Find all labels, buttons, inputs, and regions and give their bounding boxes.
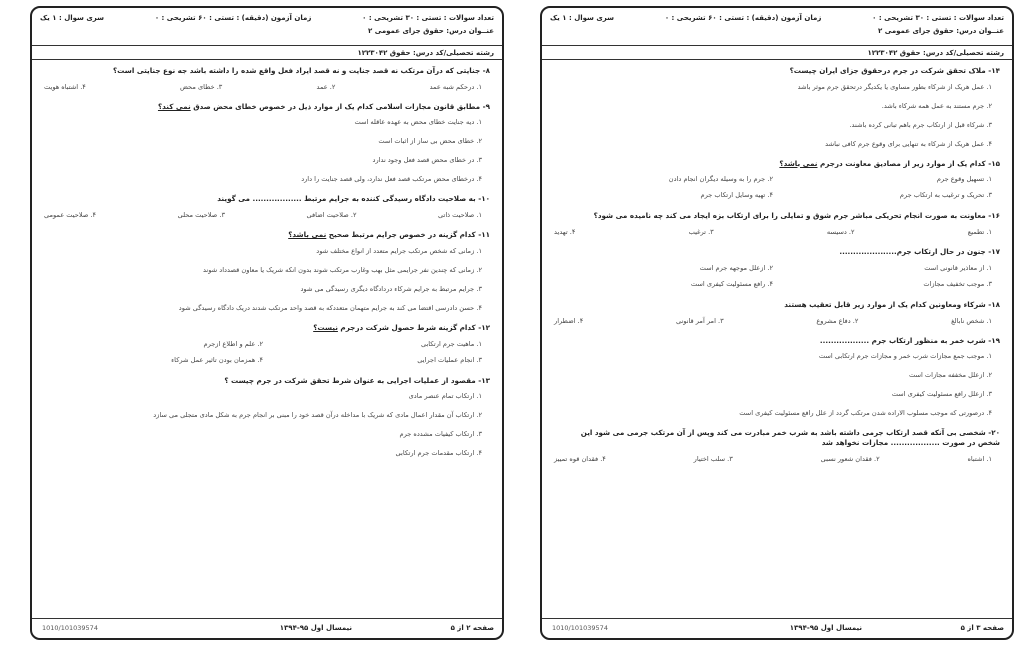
options-16: [554, 228, 1000, 236]
option[interactable]: ۳. موجب تخفیف مجازات: [923, 279, 992, 288]
option[interactable]: ۴. درخطای محض مرتکب قصد فعل ندارد، ولی قصد جنایت را دارد: [301, 175, 482, 184]
option[interactable]: ۴. درصورتی که موجب مسلوب الاراده شدن مرتکب گردد از علل رافع مسئولیت کیفری است: [739, 409, 992, 418]
question-text: ۲۰- شخصی بی آنکه قصد ارتکاب جرمی داشته باشد به شرب خمر مبادرت می کند وپس از آن مرتکب جرمی می شود این: [580, 428, 1000, 438]
options-17a: [554, 264, 1000, 272]
option[interactable]: ۲. دسیسه: [826, 228, 855, 237]
option[interactable]: ۱. زمانی که شخص مرتکب جرایم متعدد از انواع مختلف شود: [316, 246, 482, 255]
option[interactable]: ۱. تسهیل وقوع جرم: [936, 175, 992, 184]
question-count: تعداد سوالات : تستی : ۳۰ تشریحی : ۰: [872, 14, 1004, 22]
exam-time: زمان آزمون (دقیقه) : تستی : ۶۰ تشریحی : ۰: [664, 14, 822, 22]
question-16: ۱۶- معاونت به صورت انجام تحریکی مباشر جرم شوق و تمایلی را برای ارتکاب بزه ایجاد می کند چه نامیده می شود؟: [593, 211, 1000, 221]
option[interactable]: ۳. ترغیب: [688, 228, 714, 237]
question-emphasis: نیست؟: [313, 322, 338, 332]
option[interactable]: ۴. اضطرار: [554, 316, 584, 325]
questions-list: [554, 66, 1000, 612]
question-text: ۱۲- کدام گزینه شرط حصول شرکت درجرم: [337, 322, 490, 332]
option[interactable]: ۲. صلاحیت اضافی: [306, 211, 357, 220]
exam-code: 1010/101039574: [552, 624, 608, 632]
option[interactable]: ۲. جرم را به وسیله دیگران انجام دادن: [668, 175, 773, 184]
question-10: ۱۰- به صلاحیت دادگاه رسیدگی کننده به جرایم مرتبط .................. می گویند: [217, 194, 490, 204]
option[interactable]: ۱. اشتباه: [967, 454, 992, 463]
option[interactable]: ۲. عمد: [316, 82, 336, 91]
question-count: تعداد سوالات : تستی : ۳۰ تشریحی : ۰: [362, 14, 494, 22]
option[interactable]: ۳. شرکاء قبل از ارتکاب جرم باهم تبانی کرده باشند.: [849, 120, 992, 129]
option[interactable]: ۴. تهدید: [554, 228, 576, 237]
option[interactable]: ۳. صلاحیت محلی: [177, 211, 225, 220]
option[interactable]: ۲. ارتکاب آن مقدار اعمال مادی که شریک با مداخله درآن قصد خود را مبنی بر انجام جرم به شکل مادی متجلی می سازد: [153, 411, 482, 420]
course-field: رشته تحصیلی/کد درس: حقوق ۱۲۲۳۰۴۲: [32, 46, 502, 60]
question-8: ۸- جنایتی که درآن مرتکب نه قصد جنایت و نه قصد ایراد فعل واقع شده را داشته باشد جه نوع جنایتی است؟: [113, 66, 490, 75]
course-title: عنــوان درس: حقوق جزای عمومی ۲: [368, 27, 494, 35]
option[interactable]: ۲. خطای محض بی ساز از اثبات است: [378, 137, 482, 146]
option[interactable]: ۴. اشتباه هویت: [44, 82, 86, 91]
exam-page-2: [30, 6, 504, 640]
option[interactable]: ۱. صلاحیت ذاتی: [437, 211, 482, 220]
option[interactable]: ۳. ازعلل رافع مسئولیت کیفری است: [891, 390, 992, 399]
option[interactable]: ۲. فقدان شعور نسبی: [820, 454, 880, 463]
option[interactable]: ۱. عمل هریک از شرکاء بطور مساوی یا یکدیگر درتحقق جرم موثر باشد: [797, 82, 992, 91]
options-17b: [554, 280, 1000, 288]
questions-list: [44, 66, 490, 612]
question-text: ۱۵- کدام یک از موارد زیر از مصادیق معاونت درجرم: [817, 158, 1000, 168]
option[interactable]: ۳. خطای محض: [179, 82, 223, 91]
option[interactable]: ۳. ارتکاب کیفیات مشدده جرم: [399, 430, 482, 439]
exam-page-3: [540, 6, 1014, 640]
option[interactable]: ۴. عمل هریک از شرکاء به تنهایی برای وقوع جرم کافی نباشد: [825, 139, 992, 148]
question-series: سری سوال : ۱ یک: [550, 14, 615, 22]
question-17: ۱۷- جنون در حال ارتکاب جرم.....................: [839, 247, 1000, 257]
options-10: [44, 211, 490, 219]
option[interactable]: ۴. حسن دادرسی اقتضا می کند به جرایم متهمان متعددکه به قصد واحد مرتکب شدند دریک دادگاه رسیدگی شود: [178, 303, 482, 312]
option[interactable]: ۳. انجام عملیات اجرایی: [417, 355, 482, 364]
option[interactable]: ۴. رافع مسئولیت کیفری است: [690, 279, 773, 288]
term-label: نیمسال اول ۹۵-۱۳۹۴: [279, 624, 352, 632]
page-number: صفحه ۲ از ۵: [450, 624, 494, 632]
exam-time: زمان آزمون (دقیقه) : تستی : ۶۰ تشریحی : ۰: [154, 14, 312, 22]
option[interactable]: ۲. ازعلل مخففه مجازات است: [908, 371, 992, 380]
option[interactable]: ۲. زمانی که چندین نفر جرایمی مثل بهب وغارب مرتکب شوند بدون انکه شریک یا معاون قصدداد شوند: [202, 265, 482, 274]
option[interactable]: ۴. ارتکاب مقدمات جرم ارتکابی: [395, 449, 482, 458]
course-field: رشته تحصیلی/کد درس: حقوق ۱۲۲۳۰۴۲: [542, 46, 1012, 60]
option[interactable]: ۲. علم و اطلاع ازجرم: [203, 339, 263, 348]
option[interactable]: ۱. موجب جمع مجازات شرب خمر و مجازات جرم ارتکابی است: [818, 352, 992, 361]
option[interactable]: ۳. جرایم مرتبط به جرایم شرکاء دردادگاه دیگری رسیدگی می شود: [300, 284, 482, 293]
option[interactable]: ۱. ارتکاب تمام عنصر مادی: [408, 392, 482, 401]
question-18: ۱۸- شرکاء ومعاونین کدام یک از موارد زیر قابل تعقیب هستند: [784, 299, 1000, 309]
exam-header: [32, 8, 502, 46]
options-12b: [44, 356, 490, 364]
question-11: [44, 230, 490, 240]
option[interactable]: ۴. تهیه وسایل ارتکاب جرم: [700, 191, 773, 200]
question-text: ۱۱- کدام گزینه در خصوص جرایم مرتبط صحیح: [326, 230, 490, 240]
option[interactable]: ۳. سلب اختیار: [693, 454, 733, 463]
option[interactable]: ۳. امر آمر قانونی: [675, 316, 724, 325]
question-emphasis: نمی کند؟: [157, 101, 191, 111]
page-footer: [542, 618, 1012, 638]
options-8: [44, 83, 490, 91]
option[interactable]: ۲. جرم مستند به عمل همه شرکاء باشد.: [881, 101, 992, 110]
option[interactable]: ۱. درحکم شبه عمد: [429, 82, 482, 91]
question-19: ۱۹- شرب خمر به منظور ارتکاب جرم ..................: [819, 335, 1000, 345]
option[interactable]: ۴. همزمان بودن تاثیر عمل شرکاء: [171, 355, 263, 364]
option[interactable]: ۱. تطمیع: [967, 228, 992, 237]
question-14: ۱۴- ملاک تحقق شرکت در جرم درحقوق جزای ایران چیست؟: [789, 66, 1000, 75]
question-15: [554, 159, 1000, 169]
exam-code: 1010/101039574: [42, 624, 98, 632]
question-series: سری سوال : ۱ یک: [40, 14, 105, 22]
question-13: ۱۳- مقصود از عملیات اجرایی به عنوان شرط تحقق شرکت در جرم چیست ؟: [224, 375, 490, 385]
option[interactable]: ۴. فقدان قوه تمییز: [554, 454, 606, 463]
term-label: نیمسال اول ۹۵-۱۳۹۴: [789, 624, 862, 632]
option[interactable]: ۱. از معاذیر قانونی است: [924, 263, 992, 272]
question-text: ۹- مطابق قانون مجازات اسلامی کدام یک از موارد ذیل در خصوص خطای محض صدق: [190, 101, 490, 111]
question-12: [44, 323, 490, 333]
exam-header: [542, 8, 1012, 46]
options-15a: [554, 175, 1000, 183]
option[interactable]: ۲. ازعلل موجهه جرم است: [699, 263, 773, 272]
option[interactable]: ۱. شخص نابالغ: [951, 316, 992, 325]
option[interactable]: ۳. تحریک و ترغیب به ارتکاب جرم: [899, 191, 992, 200]
options-20: [554, 455, 1000, 463]
question-emphasis: نمی باشد؟: [288, 230, 327, 240]
question-text: شخص در صورت .................. مجازات نخواهد شد: [821, 438, 1000, 448]
question-20: [554, 428, 1000, 447]
page-number: صفحه ۳ از ۵: [960, 624, 1004, 632]
page-footer: [32, 618, 502, 638]
option[interactable]: ۳. در خطای محض قصد فعل وجود ندارد: [372, 156, 482, 165]
option[interactable]: ۲. دفاع مشروع: [816, 316, 859, 325]
option[interactable]: ۴. صلاحیت عمومی: [44, 211, 97, 220]
question-emphasis: نمی باشد؟: [779, 158, 818, 168]
options-15b: [554, 191, 1000, 199]
option[interactable]: ۱. ماهیت جرم ارتکابی: [420, 339, 482, 348]
course-title: عنــوان درس: حقوق جزای عمومی ۲: [878, 27, 1004, 35]
options-18: [554, 317, 1000, 325]
option[interactable]: ۱. دیه جنایت خطای محض به عهده عاقله است: [354, 118, 482, 127]
question-9: [44, 102, 490, 112]
options-12a: [44, 340, 490, 348]
